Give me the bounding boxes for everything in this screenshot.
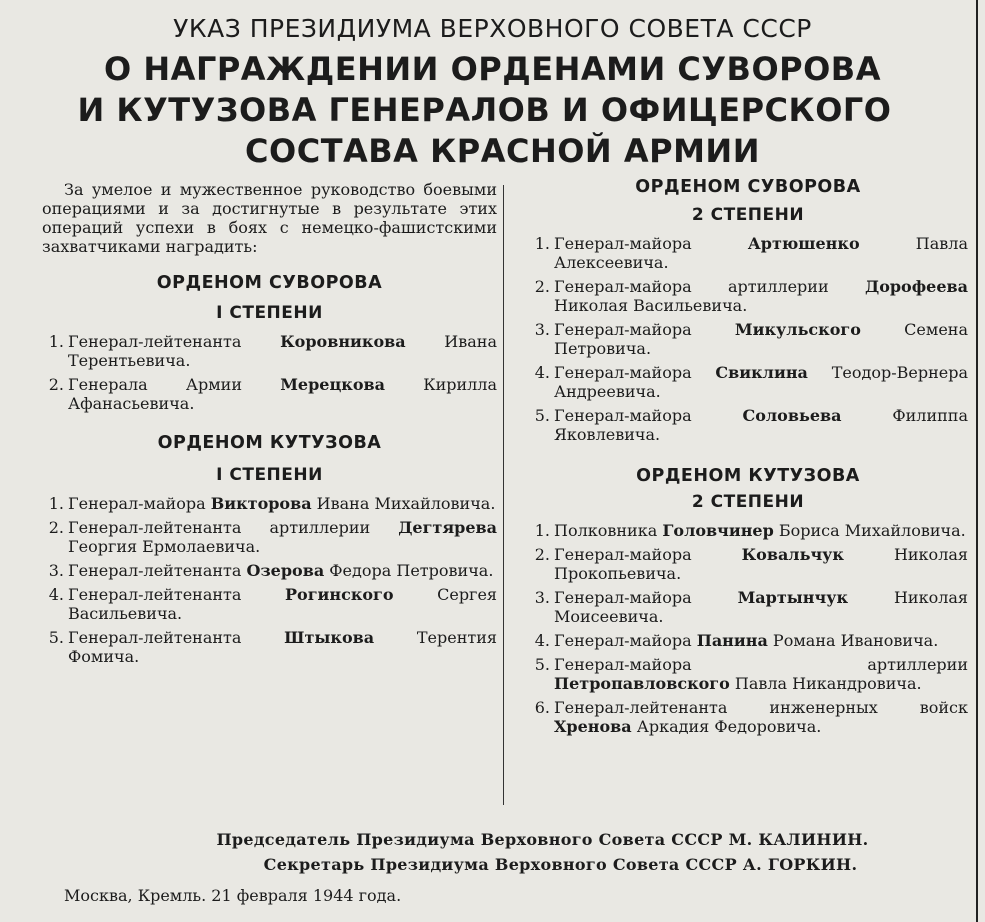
signature-secretary: Секретарь Президиума Верховного Совета СССР А. ГОРКИН. bbox=[263, 855, 858, 874]
section-degree-suvorov-2: 2 СТЕПЕНИ bbox=[691, 205, 805, 225]
decree-title-line-3: СОСТАВА КРАСНОЙ АРМИИ bbox=[245, 132, 760, 170]
list-item: 2. Генерал-лейтенанта артиллерии Дегтярева Георгия Ермолаевича. bbox=[48, 518, 497, 556]
award-list-kutuzov-1 bbox=[42, 494, 497, 666]
decree-preamble: За умелое и мужественное руководство боевыми операциями и за достигнутые в результате этих операций успехи в боях с немецко-фашистскими захватчиками наградить: bbox=[42, 180, 497, 256]
section-title-suvorov-2: ОРДЕНОМ СУВОРОВА bbox=[635, 177, 861, 197]
decree-heading: УКАЗ ПРЕЗИДИУМА ВЕРХОВНОГО СОВЕТА СССР bbox=[173, 14, 812, 43]
list-item: 5. Генерал-лейтенанта Штыкова Терентия Фомича. bbox=[48, 628, 497, 666]
column-divider bbox=[503, 185, 504, 805]
award-list-suvorov-2 bbox=[528, 234, 968, 444]
list-item: 6. Генерал-лейтенанта инженерных войск Хренова Аркадия Федоровича. bbox=[534, 698, 968, 736]
section-title-kutuzov-1: ОРДЕНОМ КУТУЗОВА bbox=[157, 433, 382, 453]
left-column bbox=[42, 180, 497, 671]
section-degree-suvorov-1: I СТЕПЕНИ bbox=[216, 303, 323, 323]
list-item: 1. Генерал-майора Артюшенко Павла Алексеевича. bbox=[534, 234, 968, 272]
section-degree-kutuzov-2: 2 СТЕПЕНИ bbox=[691, 492, 805, 512]
list-item: 3. Генерал-лейтенанта Озерова Федора Петровича. bbox=[48, 561, 494, 580]
list-item: 1. Генерал-майора Викторова Ивана Михайловича. bbox=[48, 494, 496, 513]
list-item: 5. Генерал-майора артиллерии Петропавловского Павла Никандровича. bbox=[534, 655, 968, 693]
section-degree-kutuzov-1: I СТЕПЕНИ bbox=[216, 465, 323, 485]
decree-title-line-1: О НАГРАЖДЕНИИ ОРДЕНАМИ СУВОРОВА bbox=[104, 50, 881, 88]
section-title-kutuzov-2: ОРДЕНОМ КУТУЗОВА bbox=[636, 466, 860, 486]
place-and-date: Москва, Кремль. 21 февраля 1944 года. bbox=[64, 886, 402, 905]
list-item: 3. Генерал-майора Микульского Семена Петровича. bbox=[534, 320, 968, 358]
right-column bbox=[528, 176, 968, 741]
list-item: 2. Генерал-майора Ковальчук Николая Прокопьевича. bbox=[534, 545, 968, 583]
signature-chairman: Председатель Президиума Верховного Совета СССР М. КАЛИНИН. bbox=[216, 830, 869, 849]
list-item: 1. Генерал-лейтенанта Коровникова Ивана Терентьевича. bbox=[48, 332, 497, 370]
list-item: 2. Генерала Армии Мерецкова Кирилла Афанасьевича. bbox=[48, 375, 498, 413]
award-list-suvorov-1 bbox=[42, 332, 497, 413]
list-item: 4. Генерал-майора Панина Романа Ивановича. bbox=[534, 631, 939, 650]
section-title-suvorov-1: ОРДЕНОМ СУВОРОВА bbox=[156, 273, 383, 293]
award-list-kutuzov-2 bbox=[528, 521, 968, 736]
list-item: 2. Генерал-майора артиллерии Дорофеева Николая Васильевича. bbox=[534, 277, 968, 315]
list-item: 4. Генерал-майора Свиклина Теодор-Вернера Андреевича. bbox=[534, 363, 968, 401]
list-item: 3. Генерал-майора Мартынчук Николая Моисеевича. bbox=[534, 588, 968, 626]
list-item: 5. Генерал-майора Соловьева Филиппа Яковлевича. bbox=[534, 406, 968, 444]
decree-title-line-2: И КУТУЗОВА ГЕНЕРАЛОВ И ОФИЦЕРСКОГО bbox=[77, 91, 892, 129]
list-item: 4. Генерал-лейтенанта Рогинского Сергея Васильевича. bbox=[48, 585, 497, 623]
list-item: 1. Полковника Головчинер Бориса Михайловича. bbox=[534, 521, 966, 540]
